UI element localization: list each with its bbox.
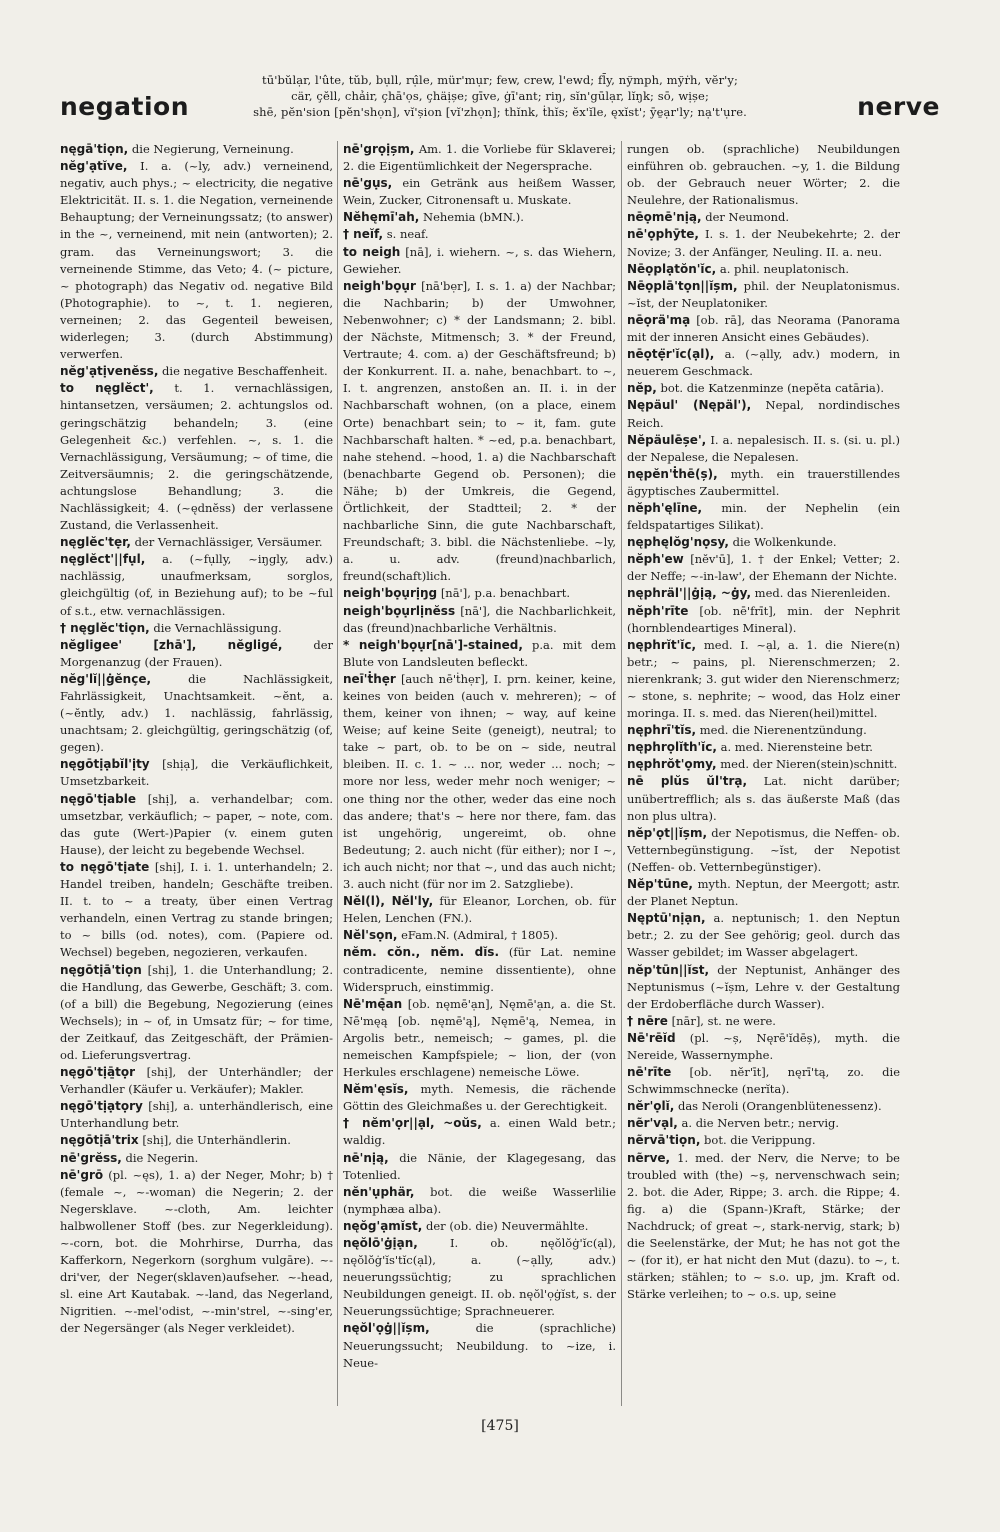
- entry-headword: Nē'rēĭd: [627, 1030, 676, 1045]
- dictionary-entry: [60, 637, 333, 671]
- entry-headword: nęphrī'tĭs,: [627, 723, 697, 738]
- entry-headword: Nē'mę̄an: [343, 996, 403, 1011]
- entry-headword: nęgō'tịā̱tọr: [60, 1065, 136, 1080]
- dictionary-entry: [627, 312, 900, 346]
- column-3: [627, 141, 900, 1411]
- dictionary-entry: [627, 432, 900, 466]
- entry-definition: der Morgenanzug (der Frauen).: [60, 637, 333, 669]
- entry-definition: der Vernachlässiger, Versäumer.: [134, 535, 323, 550]
- entry-headword: nęphrĭt'ĭc,: [627, 637, 697, 652]
- entry-headword: Nĕm'ęsĭs,: [343, 1082, 409, 1097]
- dictionary-entry: [60, 1064, 333, 1098]
- entry-headword: Nĕp'tūne,: [627, 877, 693, 892]
- entry-definition: s. neaf.: [386, 227, 429, 242]
- dictionary-entry: [627, 261, 900, 278]
- entry-definition: Am. 1. die Vorliebe für Sklaverei; 2. die Eigentümlichkeit der Negersprache.: [343, 142, 616, 174]
- entry-definition: (pl. ~ęs), 1. a) der Neger, Mohr; b) † (female ~, ~-woman) die Negerin; 2. der Negersklave. ~-cloth, Am. leichter halbwollener Stoff (bes. zur Negerkleidung). ~-corn, bot. die Mohrhirse, Durrha, das Kafferkorn, Negerkorn (sorghum vulgāre). ~-dri'ver, der Neger(sklaven)aufseher. ~-head, sl. eine Art Kautabak. ~-land, das Negerland, Nigritien. ~-mel'odist, ~-min'strel, ~-sing'er, der Negersänger (als Neger verkleidet).: [60, 1167, 333, 1336]
- entry-definition: die Negerin.: [125, 1150, 199, 1165]
- entry-headword: nē plŭs ŭl'trạ,: [627, 774, 748, 789]
- entry-headword: nęphęlŏg'nọsy,: [627, 535, 729, 550]
- pronunciation-line: shē, pĕn'sion [pĕn'shọn], vĭ'șion [vĭ'zhọn]; thĭnk, ṫhĭs; ĕx'ĭle, ęxĭst'; ȳe̱ạr'ly; nạ't'ụre.: [253, 105, 747, 119]
- dictionary-entry: [627, 1115, 900, 1132]
- entry-headword: nęphrọlĭth'ĭc,: [627, 740, 717, 755]
- entry-definition: [shị], a. unterhändlerisch, eine Unterhandlung betr.: [60, 1099, 333, 1131]
- entry-definition: [shị], I. i. 1. unterhandeln; 2. Handel treiben, handeln; Geschäfte treiben. II. t. to ~ a treaty, über einen Vertrag verhandeln, einen Vertrag zu stande bringen; to ~ bills (od. notes), com. (Papiere od. Wechsel) begeben, negozieren, verkaufen.: [60, 859, 333, 960]
- entry-headword: nęŏg'ạmĭst,: [343, 1218, 423, 1233]
- entry-definition: die negative Beschaffenheit.: [162, 364, 328, 379]
- dictionary-entry: [627, 278, 900, 312]
- entry-headword: nĕg'ạtịvenĕss,: [60, 364, 159, 379]
- entry-headword: nē'grọịșm,: [343, 142, 415, 156]
- entry-definition: [nā], i. wiehern. ~, s. das Wiehern, Gewieher.: [343, 244, 616, 276]
- entry-headword: nē'grō: [60, 1167, 104, 1182]
- entry-definition: I. a. nepalesisch. II. s. (si. u. pl.) der Nepalese, die Nepalesen.: [627, 432, 900, 464]
- entry-headword: nĕm. cŏn., nĕm. dĭs.: [343, 945, 500, 960]
- entry-definition: der Nepotismus, die Neffen- ob. Vetternbegünstigung. ~ĭst, der Nepotist (Neffen- ob. Vetternbegünstiger).: [627, 825, 900, 874]
- entry-definition: [nā'], p.a. benachbart.: [440, 586, 570, 601]
- entry-headword: nēọtẹ̈r'ĭc(ạl),: [627, 347, 715, 362]
- entry-definition: [nā'], die Nachbarlichkeit, das (freund)nachbarliche Verhältnis.: [343, 603, 616, 635]
- entry-headword: nęphrŏt'ọmy,: [627, 757, 717, 772]
- entry-headword: nē'nịą,: [343, 1150, 389, 1165]
- dictionary-entry: [627, 1030, 900, 1064]
- entry-definition: p.a. mit dem Blute von Landsleuten befleckt.: [343, 637, 616, 669]
- dictionary-entry: [343, 278, 616, 586]
- entry-headword: to nęglĕct',: [60, 381, 154, 396]
- entry-headword: Nēọplā'tọn||ĭșm,: [627, 278, 738, 293]
- entry-definition: I. s. 1. der Neubekehrte; 2. der Novize; 3. der Anfänger, Neuling. II. a. neu.: [627, 227, 900, 259]
- entry-headword: † nęglĕc'tiọn,: [60, 620, 150, 635]
- entry-definition: a. einen Wald betr.; waldig.: [343, 1116, 616, 1148]
- entry-definition: der (ob. die) Neuvermählte.: [426, 1218, 589, 1233]
- entry-headword: nẽrvā'tiọn,: [627, 1133, 701, 1148]
- entry-headword: neī'ṫhẹr: [343, 671, 396, 686]
- entry-definition: [nār], st. ne were.: [671, 1013, 776, 1028]
- dictionary-entry: [343, 1218, 616, 1235]
- entry-headword: nĕn'ụphär,: [343, 1184, 415, 1199]
- dictionary-entry: [60, 962, 333, 1065]
- dictionary-entry: [627, 1150, 900, 1304]
- entry-definition: myth. Neptun, der Meergott; astr. der Planet Neptun.: [627, 877, 900, 909]
- dictionary-entry: [627, 876, 900, 910]
- dictionary-entry: [627, 1064, 900, 1098]
- entry-headword: nęŏlō'ġịạn,: [343, 1236, 418, 1250]
- entry-definition: der Neumond.: [705, 210, 790, 225]
- dictionary-entry: [60, 756, 333, 790]
- dictionary-entry: [627, 637, 900, 722]
- entry-headword: nĕp'tūn||ĭst,: [627, 962, 710, 977]
- entry-definition: bot. die Katzenminze (nepĕta catāria).: [660, 381, 885, 396]
- entry-definition: die (sprachliche) Neuerungssucht; Neubildung. to ~ize, i. Neue-: [343, 1321, 616, 1370]
- column-2: [343, 141, 616, 1411]
- entry-headword: to neigh: [343, 244, 401, 259]
- entry-definition: bot. die Verippung.: [704, 1133, 816, 1148]
- entry-headword: nē'gụs,: [343, 176, 393, 191]
- entry-definition: a. neptunisch; 1. den Neptun betr.; 2. zu der See gehörig; geol. durch das Wasser gebildet; im Wasser abgelagert.: [627, 911, 900, 960]
- column-1: [60, 141, 333, 1411]
- entry-definition: die Wolkenkunde.: [732, 535, 837, 550]
- dictionary-entry: [343, 996, 616, 1081]
- left-running-headword: negation: [60, 92, 190, 121]
- dictionary-entry: [343, 226, 616, 243]
- entry-definition: min. der Nephelin (ein feldspatartiges Silikat).: [627, 500, 900, 533]
- dictionary-entry: [60, 380, 333, 534]
- entry-definition: [shịạ], die Verkäuflichkeit, Umsetzbarkeit.: [60, 757, 333, 789]
- entry-definition: (für Lat. nemine contradicente, nemine dissentiente), ohne Widerspruch, einstimmig.: [343, 945, 616, 994]
- entry-headword: nĕgligee' [zhā'], nĕgligé,: [60, 637, 283, 652]
- dictionary-entry: [627, 1098, 900, 1115]
- entry-headword: nĕph'ęlīne,: [627, 500, 703, 515]
- entry-definition: für Eleanor, Lorchen, ob. für Helen, Lenchen (FN.).: [343, 894, 616, 926]
- dictionary-entry: [343, 893, 616, 927]
- dictionary-entry: [343, 1184, 616, 1218]
- entry-definition: die Negierung, Verneinung.: [131, 142, 294, 156]
- column-divider: [337, 141, 338, 1406]
- entry-headword: nęgō'tịable: [60, 791, 136, 806]
- entry-headword: * neigh'bọụr[nā']-stained,: [343, 637, 523, 652]
- entry-definition: rungen ob. (sprachliche) Neubildungen einführen ob. gebrauchen. ~y, 1. die Bildung ob. der Gebrauch neuer Wörter; 2. die Neulehre, der Rationalismus.: [627, 142, 900, 208]
- entry-definition: [ob. nęmē'ạn], Nęmē'ạn, a. die St. Nē'męą [ob. nęmē'ą], Nęmē'ą, Nemea, in Argolis betr., nemeisch; ~ games, pl. die nemeischen Kampfspiele; ~ lion, der (von Herkules erschlagene) nemeische Löwe.: [343, 996, 616, 1080]
- entry-headword: nẽrve,: [627, 1150, 671, 1165]
- entry-headword: neigh'bọụrịŋg: [343, 586, 438, 601]
- dictionary-entry: [343, 603, 616, 637]
- entry-definition: myth. ein trauerstillendes ägyptisches Zaubermittel.: [627, 466, 900, 498]
- entry-definition: ein Getränk aus heißem Wasser, Wein, Zucker, Citronensaft u. Muskate.: [343, 176, 616, 208]
- entry-headword: nęgā'tiọn,: [60, 142, 129, 156]
- entry-headword: nĕg'ạtĭve,: [60, 159, 128, 174]
- dictionary-entry: [60, 1098, 333, 1132]
- dictionary-entry: [343, 1115, 616, 1149]
- entry-headword: nęgōtịạbĭl'ịty: [60, 757, 150, 772]
- entry-headword: nē'rīte: [627, 1065, 672, 1080]
- dictionary-entry: [60, 141, 333, 158]
- entry-definition: I. a. (~ly, adv.) verneinend, negativ, auch phys.; ~ electricity, die negative Elektricität. II. s. 1. die Negation, verneinende Behauptung; der Verneinungssatz; (to answer) in the ~, verneinend, mit nein (antworten); 2. gram. das Verneinungswort; 3. die verneinende Stimme, das Veto; 4. (~ picture, ~ photograph) das Negativ od. negative Bild (Photographie). to ~, t. 1. negieren, verneinen; 2. das Gegenteil beweisen, widerlegen; 3. (durch Abstimmung) verwerfen.: [60, 159, 333, 362]
- dictionary-entry: [60, 363, 333, 380]
- dictionary-entry: [343, 671, 616, 893]
- entry-headword: † nēre: [627, 1013, 668, 1028]
- entry-headword: nē'ọphȳte,: [627, 227, 699, 242]
- entry-headword: nępĕn'ṫhē(ș),: [627, 466, 718, 481]
- entry-headword: nĕp,: [627, 381, 657, 396]
- dictionary-entry: [343, 637, 616, 671]
- entry-headword: † neĭf,: [343, 227, 384, 242]
- entry-headword: nęgōtịā'trix: [60, 1133, 139, 1148]
- entry-headword: nĕph'rīte: [627, 603, 689, 618]
- entry-headword: Nĕpäulēșe',: [627, 432, 707, 447]
- dictionary-entry: [60, 158, 333, 363]
- entry-definition: eFam.N. (Admiral, † 1805).: [401, 928, 559, 943]
- entry-definition: [nā'bẹr], I. s. 1. a) der Nachbar; die Nachbarin; b) der Umwohner, Nebenwohner; c) * der Landsmann; 2. bibl. der Nächste, Mitmensch; 3. * der Freund, Vertraute; 4. com. a) der Geschäftsfreund; b) der Konkurrent. II. a. nahe, benachbart. to ~, I. t. angrenzen, anstoßen an. II. i. in der Nachbarschaft wohnen, (on a place, einem Orte) benachbart sein; to ~ it, fam. gute Nachbarschaft halten. * ~ed, p.a. benachbart, nahe stehend. ~hood, 1. a) die Nachbarschaft (benachbarte Gegend ob. Personen); die Nähe; b) der Umkreis, die Gegend, Örtlichkeit, der Stadtteil; 2. * der nachbarliche Sinn, die gute Nachbarschaft, Freundschaft; 3. bibl. die Nächstenliebe. ~ly, a. u. adv. (freund)nachbarlich, freund(schaft)lich.: [343, 278, 616, 584]
- dictionary-entry: [627, 739, 900, 756]
- dictionary-entry: [60, 671, 333, 756]
- dictionary-entry: [60, 859, 333, 962]
- page-number: [475]: [481, 1418, 519, 1434]
- dictionary-entry: [343, 1081, 616, 1115]
- dictionary-entry: [60, 1150, 333, 1167]
- entry-headword: nẽr'vạl,: [627, 1116, 678, 1131]
- entry-headword: nęphräl'||ġịą, ~ġy,: [627, 586, 752, 601]
- dictionary-entry: [627, 585, 900, 602]
- dictionary-entry: [627, 500, 900, 534]
- entry-definition: [ob. rā], das Neorama (Panorama mit der inneren Ansicht eines Gebäudes).: [627, 312, 900, 345]
- entry-definition: Lat. nicht darüber; unübertrefflich; als s. das äußerste Maß (das non plus ultra).: [627, 774, 900, 823]
- column-divider: [621, 141, 622, 1406]
- entry-definition: med. der Nieren(stein)schnitt.: [720, 757, 898, 772]
- entry-definition: (pl. ~ș, Nęrē'ĭdēș), myth. die Nereide, Wassernymphe.: [627, 1030, 900, 1062]
- dictionary-entry: [627, 773, 900, 824]
- entry-headword: nęglĕc'tẹr,: [60, 535, 131, 550]
- entry-definition: med. I. ~ạl, a. 1. die Niere(n) betr.; ~ pains, pl. Nierenschmerzen; 2. nierenkrank; 3. gut wider den Nierenschmerz; ~ stone, s. nephrite; ~ wood, das Holz einer moringa. II. s. med. das Nieren(heil)mittel.: [627, 637, 900, 721]
- entry-definition: der Neptunist, Anhänger des Neptunismus (~ĭșm, Lehre v. der Gestaltung der Erdoberfläche durch Wasser).: [627, 962, 900, 1011]
- entry-definition: [ob. nĕr'īt], nęrī'tą, zo. die Schwimmschnecke (nerĭta).: [627, 1065, 900, 1097]
- dictionary-entry: [60, 1167, 333, 1338]
- dictionary-entry: [627, 551, 900, 585]
- entry-headword: nĕr'ọlĭ,: [627, 1099, 675, 1114]
- dictionary-entry: [343, 141, 616, 175]
- entry-definition: 1. med. der Nerv, die Nerve; to be troubled with (the) ~ș, nervenschwach sein; 2. bot. die Ader, Rippe; 3. arch. die Rippe; 4. fig. a) die (Spann-)Kraft, Stärke; der Nachdruck; of great ~, stark-nervig, stark; b) die Seelenstärke, der Mut; he has not got the ~ (for it), er hat nicht den Mut (dazu). to ~, t. stärken; stählen; to ~ s.o. up, jm. Kraft od. Stärke verleihen; to ~ o.s. up, seine: [627, 1150, 900, 1302]
- entry-definition: a. die Nerven betr.; nervig.: [681, 1116, 840, 1131]
- entry-definition: die Nänie, der Klagegesang, das Totenlied.: [343, 1150, 616, 1182]
- entry-headword: nęŏl'ọġ||ĭșm,: [343, 1321, 430, 1336]
- entry-definition: die Nachlässigkeit, Fahrlässigkeit, Unachtsamkeit. ~ĕnt, a. (~ĕntly, adv.) 1. nachlässig, fahrlässig, unachtsam; 2. gleichgültig, geringschätzig (of, gegen).: [60, 671, 333, 755]
- entry-definition: a. phil. neuplatonisch.: [719, 261, 850, 276]
- entry-definition: [auch nē'ṫhẹr], I. prn. keiner, keine, keines von beiden (auch v. mehreren); ~ of them, keiner von ihnen; ~ way, auf keine Weise; auf keine Seite (geneigt), neutral; to take ~ part, ob. to be on ~ side, neutral bleiben. II. c. 1. ~ ... nor, weder ... noch; ~ more nor less, weder mehr noch weniger; ~ one thing nor the other, weder das eine noch das andere; that's ~ here nor there, fam. das ist ungehörig, ungereimt, ob. ohne Bedeutung; 2. auch nicht (für either); nor I ~, ich auch nicht; nor that ~, und das auch nicht; 3. auch nicht (für nor im 2. Satzgliebe).: [343, 671, 616, 892]
- dictionary-entry: [343, 585, 616, 602]
- dictionary-entry: [60, 551, 333, 619]
- dictionary-entry: [343, 1150, 616, 1184]
- dictionary-entry: [627, 346, 900, 380]
- entry-definition: a. med. Nierensteine betr.: [720, 740, 873, 755]
- dictionary-entry: [627, 380, 900, 397]
- entry-definition: phil. der Neuplatonismus. ~ĭst, der Neuplatoniker.: [627, 278, 900, 310]
- dictionary-entry: [627, 756, 900, 773]
- entry-headword: Nĕhęmī'ah,: [343, 210, 420, 225]
- dictionary-entry: [627, 1013, 900, 1030]
- entry-headword: neigh'bọụr: [343, 278, 416, 293]
- entry-headword: neigh'bọụrlịnĕss: [343, 603, 456, 618]
- dictionary-entry: [627, 1132, 900, 1149]
- entry-definition: t. 1. vernachlässigen, hintansetzen, versäumen; 2. achtungslos od. geringschätzig behandeln; 3. (eine Gelegenheit &c.) verfehlen. ~, s. 1. die Vernachlässigung, Versäumung; ~ of time, die Zeitversäumnis; 2. die geringschätzende, achtungslose Behandlung; 3. die Nachlässigkeit; 4. (~ędnĕss) der verlassene Zustand, die Verlassenheit.: [60, 381, 333, 533]
- dictionary-entry: [627, 141, 900, 209]
- dictionary-entry: [343, 944, 616, 995]
- entry-headword: † nĕm'ọr||ạl, ~oŭs,: [343, 1116, 482, 1131]
- entry-definition: [shị], der Unterhändler; der Verhandler (Käufer u. Verkäufer); Makler.: [60, 1065, 333, 1097]
- dictionary-entry: [343, 1235, 616, 1320]
- entry-headword: nĕg'lĭ||ġĕnçe,: [60, 671, 152, 686]
- entry-headword: Nēọplạtŏn'ĭc,: [627, 261, 717, 276]
- entry-definition: Nehemia (bMN.).: [423, 210, 524, 225]
- dictionary-entry: [627, 209, 900, 226]
- entry-definition: med. die Nierenentzündung.: [699, 723, 867, 738]
- dictionary-entry: [627, 534, 900, 551]
- dictionary-entry: [627, 226, 900, 260]
- entry-headword: nęgōtịā'tiọn: [60, 962, 142, 977]
- pronunciation-line: tū'bŭlạr, l'ûte, tŭb, bụll, rụ̂le, mür'mụr; few, crew, l'ewd; fl̄y, nўmph, mўṙh, vĕr'y;: [261, 73, 739, 87]
- dictionary-entry: [343, 1320, 616, 1371]
- dictionary-entry: [343, 209, 616, 226]
- entry-definition: [shị], 1. die Unterhandlung; 2. die Handlung, das Gewerbe, Geschäft; 3. com. (of a bill) die Begebung, Negozierung (eines Wechsels); in ~ of, in Umsatz für; ~ for time, der Zeitkauf, das Zeitgeschäft, der Prämien- od. Lieferungsvertrag.: [60, 962, 333, 1062]
- entry-definition: das Neroli (Orangenblütenessenz).: [677, 1099, 882, 1114]
- entry-definition: [ob. nē'frīt], min. der Nephrit (hornblendeartiges Mineral).: [627, 603, 900, 635]
- right-running-headword: nerve: [857, 92, 940, 121]
- entry-definition: a. (~fụlly, ~iŋgly, adv.) nachlässig, unaufmerksam, sorglos, gleichgültig (of, in Beziehung auf); to be ~ful of s.t., etw. vernachlässigen.: [60, 552, 333, 618]
- dictionary-entry: [627, 962, 900, 1013]
- entry-headword: Nępäul' (Nępäl'),: [627, 398, 752, 413]
- dictionary-entry: [343, 244, 616, 278]
- dictionary-entry: [627, 397, 900, 431]
- dictionary-entry: [60, 1132, 333, 1149]
- dictionary-entry: [60, 534, 333, 551]
- dictionary-entry: [343, 927, 616, 944]
- pronunciation-line: cär, çĕll, chảir, çhā'ọs, çhäịșe; gīve, ġī'ant; riŋ, sĭn'gūlạr, lĭŋk; sō, wịșe;: [291, 89, 709, 103]
- entry-definition: Nepal, nordindisches Reich.: [627, 398, 900, 430]
- entry-definition: [shị], a. verhandelbar; com. umsetzbar, verkäuflich; ~ paper, ~ note, com. das gute (Wert-)Papier (v. einem guten Hause), der leicht zu begebende Wechsel.: [60, 791, 333, 857]
- entry-headword: nē'grĕss,: [60, 1150, 122, 1165]
- entry-headword: Nĕl'sọn,: [343, 928, 398, 943]
- entry-headword: nēọmē'nịą,: [627, 210, 702, 225]
- entry-headword: nēọrä'mạ: [627, 312, 691, 327]
- entry-headword: nęgō'tịạtọry: [60, 1099, 143, 1114]
- entry-headword: Nĕl(l), Nĕl'ly,: [343, 894, 434, 909]
- dictionary-entry: [60, 791, 333, 859]
- entry-definition: med. das Nierenleiden.: [754, 586, 891, 601]
- entry-definition: die Vernachlässigung.: [153, 620, 282, 635]
- entry-definition: a. (~ạlly, adv.) modern, in neuerem Geschmack.: [627, 347, 900, 379]
- dictionary-entry: [343, 175, 616, 209]
- entry-definition: bot. die weiße Wasserlilie (nymphæa alba).: [343, 1184, 616, 1216]
- entry-definition: [shị], die Unterhändlerin.: [142, 1133, 291, 1148]
- dictionary-entry: [627, 466, 900, 500]
- entry-headword: nĕph'ew: [627, 552, 684, 567]
- pronunciation-guide: [170, 72, 830, 120]
- entry-headword: nĕp'ọt||ĭșm,: [627, 825, 708, 840]
- entry-headword: to nęgō'tịate: [60, 859, 150, 874]
- entry-headword: nęglĕct'||fụl,: [60, 552, 146, 567]
- dictionary-entry: [627, 825, 900, 876]
- entry-definition: [nĕv'ū], 1. † der Enkel; Vetter; 2. der Neffe; ~-in-law', der Ehemann der Nichte.: [627, 552, 900, 584]
- dictionary-entry: [627, 603, 900, 637]
- entry-definition: myth. Nemesis, die rächende Göttin des Gleichmaßes u. der Gerechtigkeit.: [343, 1082, 616, 1114]
- dictionary-entry: [627, 722, 900, 739]
- entry-headword: Nęptū'nịạn,: [627, 911, 706, 926]
- dictionary-entry: [60, 620, 333, 637]
- entry-definition: I. ob. nęŏlŏġ'ĭc(ạl), nęŏlŏġ'ĭs'tĭc(ạl), a. (~ạlly, adv.) neuerungssüchtig; zu sprachlichen Neubildungen geneigt. II. ob. nęŏl'ọġĭst, s. der Neuerungssüchtige; Sprachneuerer.: [343, 1236, 616, 1319]
- dictionary-entry: [627, 910, 900, 961]
